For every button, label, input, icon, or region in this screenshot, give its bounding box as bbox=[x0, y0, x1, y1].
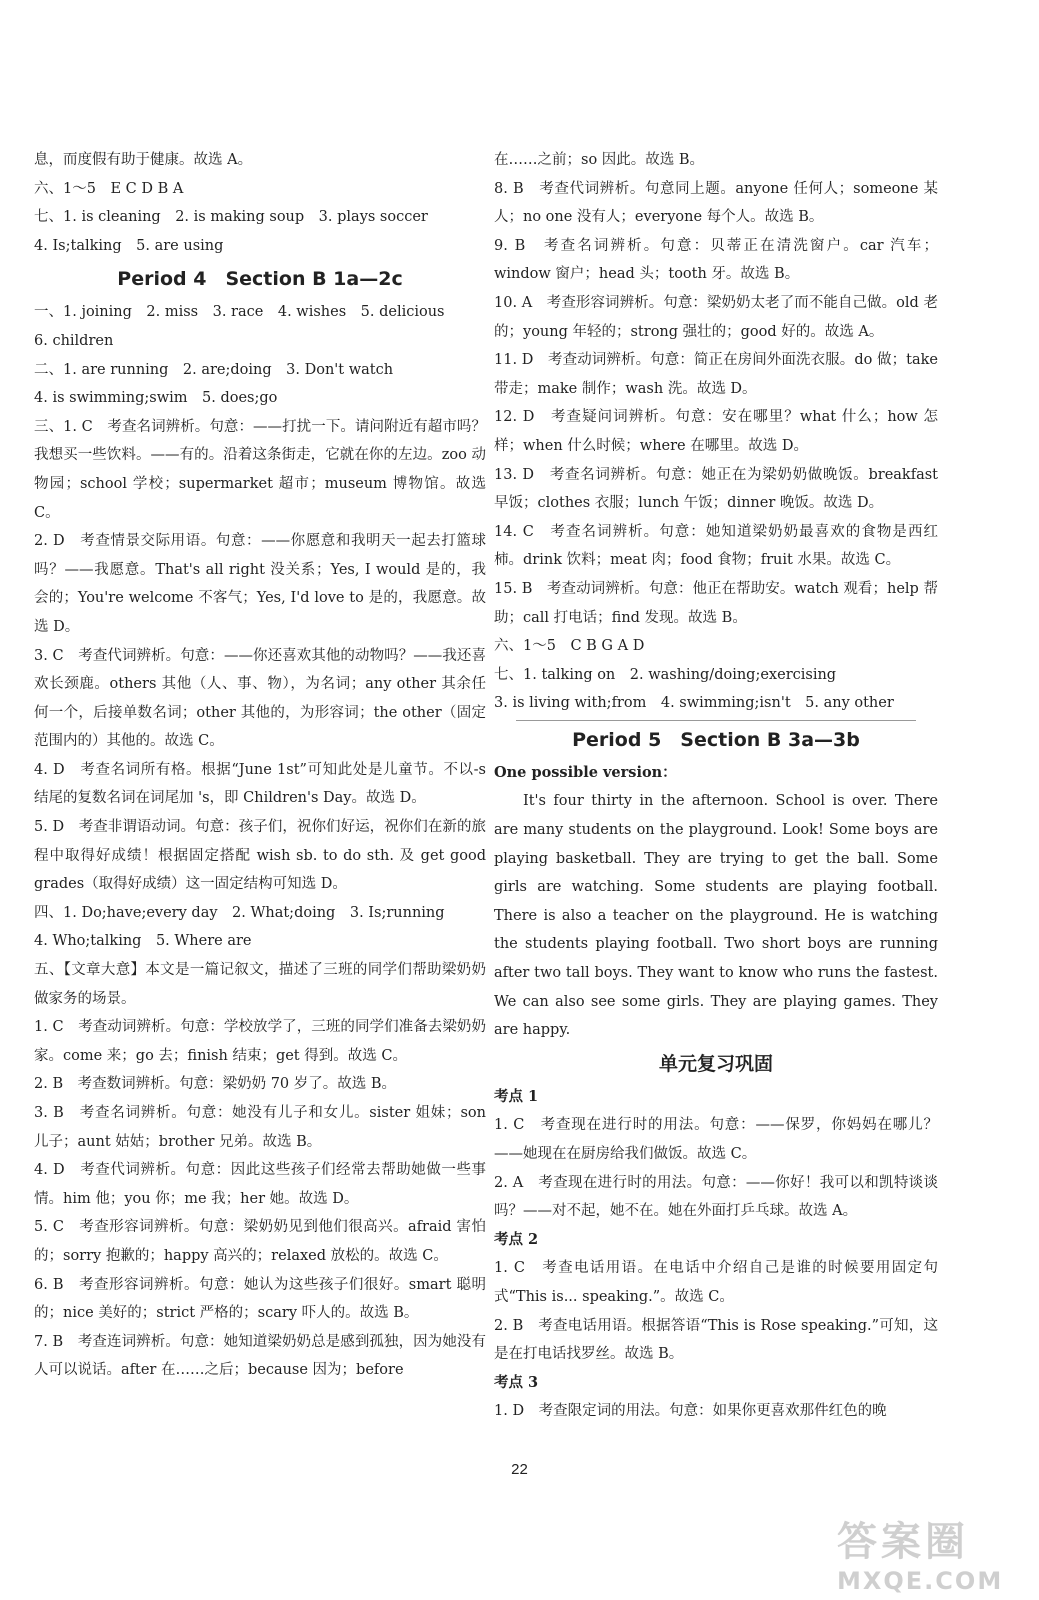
answer-item: 3. C 考查代词辨析。句意：——你还喜欢其他的动物吗？——我还喜欢长颈鹿。others 其他（人、事、物），为名词；any other 其余任何一个，后接单数名词；other 其他的，为形容词；the other（固定范围内的）其他的。故选 C。 bbox=[34, 647, 486, 750]
answer-item: 五、【文章大意】本文是一篇记叙文，描述了三班的同学们帮助梁奶奶做家务的场景。 bbox=[34, 962, 486, 1007]
answer-item: 2. B 考查电话用语。根据答语“This is Rose speaking.”可知，这是在打电话找罗丝。故选 B。 bbox=[494, 1317, 938, 1363]
answer-item: 15. B 考查动词辨析。句意：他正在帮助安。watch 观看；help 帮助；call 打电话；find 发现。故选 B。 bbox=[494, 580, 938, 626]
answer-item: 7. B 考查连词辨析。句意：她知道梁奶奶总是感到孤独，因为她没有人可以说话。after 在……之后；because 因为；before bbox=[34, 1333, 486, 1379]
answer-line: 七、1. talking on 2. washing/doing;exercising bbox=[494, 666, 837, 683]
answer-item: 三、1. C 考查名词辨析。句意：——打扰一下。请问附近有超市吗？我想买一些饮料。——有的。沿着这条街走，它就在你的左边。zoo 动物园；school 学校；supermarket 超市；museum 博物馆。故选 C。 bbox=[34, 418, 486, 521]
answer-line: 二、1. are running 2. are;doing 3. Don't watch bbox=[34, 361, 394, 378]
answer-item: 2. A 考查现在进行时的用法。句意：——你好！我可以和凯特谈谈吗？——对不起，她不在。她在外面打乒乓球。故选 A。 bbox=[494, 1174, 938, 1220]
watermark-logo bbox=[837, 1510, 1027, 1595]
answer-line: 4. Who;talking 5. Where are bbox=[34, 933, 252, 950]
review-title: 单元复习巩固 bbox=[658, 1052, 773, 1075]
answer-item: 1. C 考查动词辨析。句意：学校放学了，三班的同学们准备去梁奶奶家。come 来；go 去；finish 结束；get 得到。故选 C。 bbox=[34, 1019, 486, 1064]
answer-item: 2. D 考查情景交际用语。句意：——你愿意和我明天一起去打篮球吗？——我愿意。That's all right 没关系；Yes, I would 是的，我会的；You're welcome 不客气；Yes, I'd love to 是的，我愿意。故选 D。 bbox=[34, 533, 486, 635]
watermark-url: MXQE.COM bbox=[837, 1567, 1004, 1595]
answer-item: 5. D 考查非谓语动词。句意：孩子们，祝你们好运，祝你们在新的旅程中取得好成绩！根据固定搭配 wish sb. to do sth. 及 get good grades（取得好成绩）这一固定结构可知选 D。 bbox=[34, 819, 486, 893]
right-column bbox=[494, 146, 938, 1426]
answer-item: 11. D 考查动词辨析。句意：简正在房间外面洗衣服。do 做；take 带走；make 制作；wash 洗。故选 D。 bbox=[494, 352, 938, 397]
answer-line: 一、1. joining 2. miss 3. race 4. wishes 5. delicious bbox=[34, 304, 445, 321]
key-point-label: 考点 1 bbox=[494, 1087, 539, 1105]
answer-line: 3. is living with;from 4. swimming;isn't 5. any other bbox=[494, 695, 894, 712]
answer-item: 12. D 考查疑问词辨析。句意：安在哪里？what 什么；how 怎样；when 什么时候；where 在哪里。故选 D。 bbox=[494, 409, 938, 454]
answer-item: 3. B 考查名词辨析。句意：她没有儿子和女儿。sister 姐妹；son 儿子；aunt 姑姑；brother 兄弟。故选 B。 bbox=[34, 1105, 486, 1150]
answer-line: 在……之前；so 因此。故选 B。 bbox=[494, 152, 705, 168]
answer-item: 4. D 考查名词所有格。根据“June 1st”可知此处是儿童节。不以-s 结尾的复数名词在词尾加 's，即 Children's Day。故选 D。 bbox=[34, 761, 486, 807]
answer-item: 4. D 考查代词辨析。句意：因此这些孩子们经常去帮助她做一些事情。him 他；you 你；me 我；her 她。故选 D。 bbox=[34, 1162, 486, 1207]
answer-line: 息，而度假有助于健康。故选 A。 bbox=[34, 152, 253, 168]
answer-item: 2. B 考查数词辨析。句意：梁奶奶 70 岁了。故选 B。 bbox=[34, 1076, 397, 1093]
answer-item: 8. B 考查代词辨析。句意同上题。anyone 任何人；someone 某人；no one 没有人；everyone 每个人。故选 B。 bbox=[494, 180, 938, 226]
answer-item: 9. B 考查名词辨析。句意：贝蒂正在清洗窗户。car 汽车；window 窗户；head 头；tooth 牙。故选 B。 bbox=[494, 237, 938, 283]
answer-line: 4. Is;talking 5. are using bbox=[34, 237, 224, 254]
key-point-label: 考点 3 bbox=[494, 1373, 539, 1391]
key-point-label: 考点 2 bbox=[494, 1230, 539, 1248]
answer-item: 13. D 考查名词辨析。句意：她正在为梁奶奶做晚饭。breakfast 早饭；clothes 衣服；lunch 午饭；dinner 晚饭。故选 D。 bbox=[494, 466, 938, 512]
sample-essay: It's four thirty in the afternoon. School is over. There are many students on the playground. Look! Some boys are playing basketball. They are trying to get the ball. Some girls are watching. Some students are playing football. There is also a teacher on the playground. He is watching the students playing football. Two short boys are running after two tall boys. They want to know who runs the fastest. We can also see some girls. They are playing games. They are happy. bbox=[494, 793, 938, 1039]
answer-item: 1. C 考查现在进行时的用法。句意：——保罗，你妈妈在哪儿？——她现在在厨房给我们做饭。故选 C。 bbox=[494, 1117, 938, 1162]
answer-line: 六、1～5 C B G A D bbox=[494, 638, 645, 655]
section-heading-period-5: Period 5 Section B 3a—3b bbox=[572, 728, 860, 751]
answer-item: 1. D 考查限定词的用法。句意：如果你更喜欢那件红色的晚 bbox=[494, 1403, 887, 1420]
answer-item: 14. C 考查名词辨析。句意：她知道梁奶奶最喜欢的食物是西红柿。drink 饮料；meat 肉；food 食物；fruit 水果。故选 C。 bbox=[494, 523, 938, 569]
answer-item: 5. C 考查形容词辨析。句意：梁奶奶见到他们很高兴。afraid 害怕的；sorry 抱歉的；happy 高兴的；relaxed 放松的。故选 C。 bbox=[34, 1219, 486, 1264]
section-heading-period-4: Period 4 Section B 1a—2c bbox=[117, 268, 403, 291]
page-number: 22 bbox=[511, 1461, 528, 1478]
answer-line: 四、1. Do;have;every day 2. What;doing 3. Is;running bbox=[34, 904, 445, 921]
answer-line: 6. children bbox=[34, 332, 114, 349]
answer-item: 1. C 考查电话用语。在电话中介绍自己是谁的时候要用固定句式“This is... speaking.”。故选 C。 bbox=[494, 1260, 938, 1305]
version-label: One possible version： bbox=[494, 763, 677, 781]
answer-item: 6. B 考查形容词辨析。句意：她认为这些孩子们很好。smart 聪明的；nice 美好的；strict 严格的；scary 吓人的。故选 B。 bbox=[34, 1276, 486, 1322]
answer-line: 4. is swimming;swim 5. does;go bbox=[34, 390, 278, 407]
answer-item: 10. A 考查形容词辨析。句意：梁奶奶太老了而不能自己做。old 老的；young 年轻的；strong 强壮的；good 好的。故选 A。 bbox=[494, 294, 938, 340]
answer-line: 六、1～5 E C D B A bbox=[34, 180, 184, 197]
watermark-text: 答案圈 bbox=[837, 1519, 969, 1565]
answer-line: 七、1. is cleaning 2. is making soup 3. plays soccer bbox=[34, 209, 428, 226]
left-column bbox=[34, 146, 486, 1385]
